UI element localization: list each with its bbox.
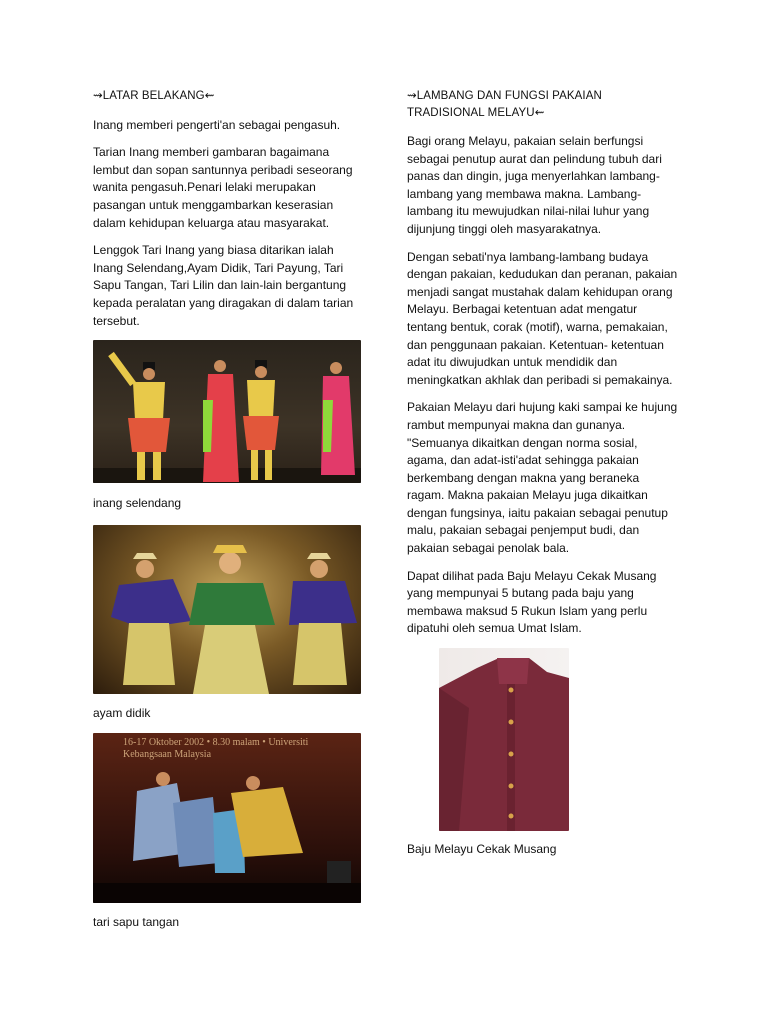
left-column bbox=[93, 88, 365, 932]
ayam-didik-photo bbox=[93, 525, 361, 694]
paragraph: Pakaian Melayu dari hujung kaki sampai ke hujung rambut mempunyai makna dan gunanya. "Semuanya dikaitkan dengan norma sosial, agama, dan adat-isti'adat sehingga pakaian berkembang dengan makna yang beraneka ragam. Makna pakaian Melayu juga dikaitkan dengan fungsinya, iaitu pakaian sebagai penutup malu, pakaian sebagai penjemput budi, dan pakaian sebagai penolak bala. bbox=[407, 400, 678, 556]
image-caption: tari sapu tangan bbox=[93, 915, 180, 930]
baju-melayu-cekak-musang-photo bbox=[439, 648, 569, 831]
section-heading-latar-belakang: ⇝LATAR BELAKANG⇜ bbox=[93, 90, 215, 102]
paragraph: Lenggok Tari Inang yang biasa ditarikan ialah Inang Selendang,Ayam Didik, Tari Payung, Tari Sapu Tangan, Tari Lilin dan lain-lain bergantung kepada peralatan yang diragakan di dalam tarian tersebut. bbox=[93, 243, 354, 328]
stage-banner-text: 16-17 Oktober 2002 • 8.30 malam • Universiti Kebangsaan Malaysia bbox=[123, 737, 309, 761]
right-column bbox=[407, 88, 679, 859]
paragraph: Inang memberi pengerti'an sebagai pengasuh. bbox=[93, 117, 341, 132]
image-caption: Baju Melayu Cekak Musang bbox=[407, 842, 557, 857]
paragraph: Tarian Inang memberi gambaran bagaimana lembut dan sopan santunnya peribadi seseorang wanita pengasuh.Penari lelaki merupakan pasangan untuk menggambarkan keserasian dalam kehidupan keluarga atau masyarakat. bbox=[93, 145, 353, 230]
paragraph: Bagi orang Melayu, pakaian selain berfungsi sebagai penutup aurat dan pelindung tubuh dari panas dan dingin, juga menyerlahkan lambang-lambang yang membawa makna. Lambang-lambang itu mewujudkan nilai-nilai luhur yang dijunjung tinggi oleh masyarakatnya. bbox=[407, 134, 662, 236]
inang-selendang-photo bbox=[93, 340, 361, 483]
paragraph: Dengan sebati'nya lambang-lambang budaya dengan pakaian, kedudukan dan peranan, pakaian menjadi sangat mustahak dalam kehidupan orang Melayu. Berbagai ketentuan adat mengatur tentang bentuk, corak (motif), warna, pemakaian, dan penggunaan pakaian. Ketentuan- ketentuan adat itu diwujudkan untuk mendidik dan meningkatkan akhlak dan peribadi si pemakainya. bbox=[407, 249, 678, 387]
tari-sapu-tangan-photo bbox=[93, 733, 361, 903]
image-caption: inang selendang bbox=[93, 496, 182, 511]
image-caption: ayam didik bbox=[93, 705, 151, 720]
paragraph: Dapat dilihat pada Baju Melayu Cekak Musang yang mempunyai 5 butang pada baju yang membawa maksud 5 Rukun Islam yang perlu dipatuhi oleh semua Umat Islam. bbox=[407, 568, 657, 636]
section-heading-lambang-dan-fungsi: ⇝LAMBANG DAN FUNGSI PAKAIAN TRADISIONAL MELAYU⇜ bbox=[407, 90, 602, 119]
